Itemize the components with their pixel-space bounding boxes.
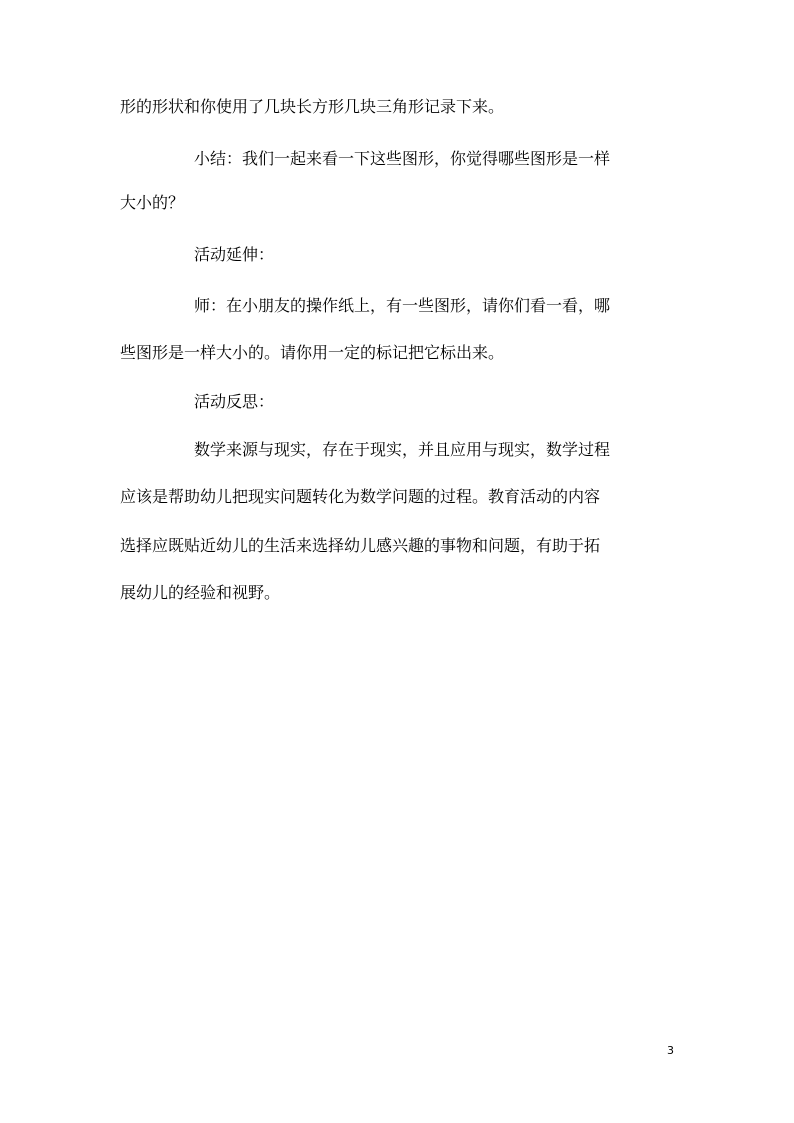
text-line: 形的形状和你使用了几块长方形几块三角形记录下来。 xyxy=(120,97,505,116)
text-line: 些图形是一样大小的。请你用一定的标记把它标出来。 xyxy=(120,343,505,362)
text-line: 数学来源与现实，存在于现实，并且应用与现实，数学过程 xyxy=(194,440,611,459)
section-heading-extension: 活动延伸： xyxy=(194,245,275,264)
text-line: 大小的？ xyxy=(120,193,185,212)
page-number: 3 xyxy=(667,1044,674,1057)
text-line: 展幼儿的经验和视野。 xyxy=(120,583,281,602)
text-line: 师：在小朋友的操作纸上，有一些图形，请你们看一看，哪 xyxy=(194,296,611,315)
section-heading-reflection: 活动反思： xyxy=(194,392,275,411)
text-line: 应该是帮助幼儿把现实问题转化为数学问题的过程。教育活动的内容 xyxy=(120,487,601,506)
summary-line: 小结：我们一起来看一下这些图形，你觉得哪些图形是一样 xyxy=(194,149,611,168)
text-line: 选择应既贴近幼儿的生活来选择幼儿感兴趣的事物和问题，有助于拓 xyxy=(120,536,601,555)
